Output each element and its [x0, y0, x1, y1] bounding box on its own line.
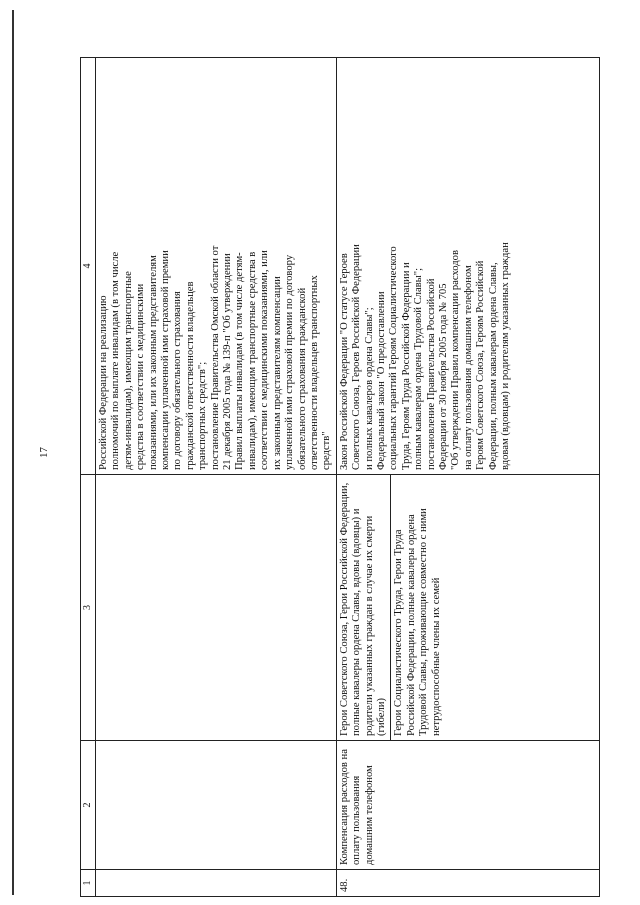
row-top-col-1 [96, 870, 337, 897]
header-col-2: 2 [81, 741, 96, 870]
recipients-line: Герои Социалистического Труда, Герои Труда [393, 529, 405, 736]
legal-basis-line: "Об утверждении Правил компенсации расходов [450, 250, 462, 470]
legal-basis-line: компенсации уплаченной ими страховой премии [160, 250, 172, 470]
page-edge-line [12, 10, 14, 895]
header-col-1: 1 [81, 870, 96, 897]
legal-basis-line: их законным представителям компенсации [271, 276, 283, 470]
legal-basis-line: Федерации, полным кавалерам ордена Славы, [487, 262, 499, 470]
legal-basis-line: гражданской ответственности владельцев [184, 281, 196, 470]
service-name-line: домашним телефоном [363, 765, 375, 865]
legal-basis-line: соответствии с медицинскими показаниями, или [259, 250, 271, 470]
legal-basis-line: Российской Федерации на реализацию [98, 295, 109, 470]
legal-basis-line: средства в соответствии с медицинскими [135, 283, 147, 470]
row-top-col-3 [96, 475, 337, 741]
legal-basis-line: Правил выплаты инвалидам (в том числе детям- [234, 252, 246, 470]
header-row [81, 58, 96, 897]
table-row-48 [336, 58, 599, 897]
legal-basis-line: ответственности владельцев транспортных [308, 275, 320, 470]
legal-basis-line: постановление Правительства Российской [425, 278, 437, 470]
legal-basis-line: и полных кавалеров ордена Славы"; [363, 307, 375, 470]
legal-basis-line: на оплату пользования домашним телефоном [462, 265, 474, 470]
legal-basis-line: вдовам (вдовцам) и родителям указанных граждан [500, 242, 511, 470]
legal-basis-line: Федерации от 30 ноября 2005 года № 705 [437, 283, 449, 470]
row-top-col-2 [96, 741, 337, 870]
recipients-line: Герои Советского Союза, Герои Российской Федерации, [338, 482, 350, 736]
legal-basis-line: Закон Российской Федерации "О статусе Героев [338, 253, 350, 470]
header-col-4: 4 [81, 58, 96, 475]
recipients-line: (гибели) [375, 698, 387, 736]
legal-basis-line: уплаченной ими страховой премии по договору [284, 254, 296, 470]
recipients-line: Трудовой Славы, проживающие совместно с ними [418, 508, 430, 736]
service-name-line: Компенсация расходов на [338, 749, 350, 865]
recipients-line: полные кавалеры ордена Славы, вдовы (вдовцы) и [351, 508, 363, 736]
legal-basis-line: по договору обязательного страхования [172, 291, 184, 470]
table-row-continued [96, 58, 337, 897]
legal-basis-line: транспортных средств"; [197, 361, 209, 470]
rotated-table-wrapper [80, 57, 600, 897]
legal-basis-line: полномочий по выплате инвалидам (в том числе [110, 251, 122, 470]
legal-basis-line: полным кавалерам ордена Трудовой Славы"; [413, 267, 425, 470]
recipients-group-b [390, 475, 599, 740]
row-number: 48. [336, 870, 599, 897]
legal-basis-line: детям-инвалидам), имеющим транспортные [122, 271, 134, 470]
header-col-3: 3 [81, 475, 96, 741]
legal-basis-line: средств" [321, 431, 333, 470]
service-name-line: оплату пользования [351, 775, 363, 865]
legal-basis-line: инвалидам), имеющим транспортные средства в [246, 251, 258, 470]
legal-basis-line: постановление Правительства Омской области от [209, 245, 221, 470]
services-table [80, 57, 600, 897]
page-number: 17 [38, 447, 50, 458]
service-name-cell [336, 741, 599, 870]
legal-basis-line: показаниями, или их законным представителям [147, 255, 159, 470]
legal-basis-line: Советского Союза, Героев Российской Федерации [351, 244, 363, 470]
legal-basis-line: Федеральный закон "О предоставлении [375, 291, 387, 470]
legal-basis-cell [336, 58, 599, 475]
row-top-col-4 [96, 58, 337, 475]
recipients-group-a [337, 475, 391, 740]
legal-basis-line: Героям Советского Союза, Героям Российской [475, 260, 487, 470]
legal-basis-line: социальных гарантий Героям Социалистического [388, 246, 400, 470]
recipients-cell [336, 475, 599, 741]
legal-basis-line: обязательного страхования гражданской [296, 287, 308, 470]
legal-basis-line: Труда, Героям Труда Российской Федерации и [400, 262, 412, 470]
legal-basis-line: 21 декабря 2005 года № 139-п "Об утверждении [222, 253, 234, 470]
recipients-line: родители указанных граждан в случае их смерти [363, 515, 375, 736]
recipients-line: нетрудоспособные члены их семей [430, 577, 442, 736]
recipients-line: Российской Федерации, полные кавалеры ордена [405, 514, 417, 736]
